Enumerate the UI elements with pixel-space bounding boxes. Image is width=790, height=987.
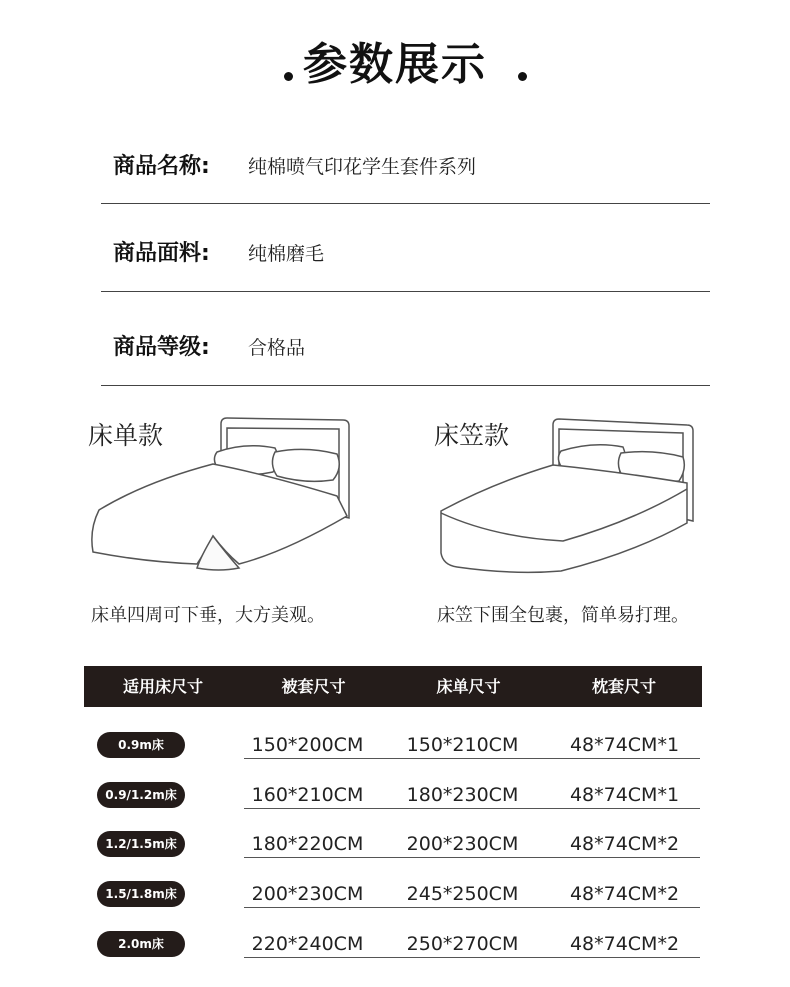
sheet-size-cell: 250*270CM [406,933,519,955]
spec-value-fabric: 纯棉磨毛 [248,243,325,265]
spec-label-name: 商品名称: [113,154,210,179]
page-title: 参数展示 [303,39,487,90]
size-table-header [84,666,702,707]
duvet-size-cell: 200*230CM [251,883,364,905]
duvet-size-cell: 220*240CM [251,933,364,955]
pillow-size-cell: 48*74CM*2 [569,933,680,955]
flat-sheet-caption: 床单四周可下垂，大方美观。 [91,605,325,626]
pillow-size-cell: 48*74CM*2 [569,833,680,855]
fitted-sheet-title: 床笠款 [434,421,510,450]
header-pillow-size: 枕套尺寸 [591,677,656,696]
spec-label-grade: 商品等级: [113,335,210,360]
spec-label-fabric: 商品面料: [113,241,210,266]
bed-size-badge: 0.9/1.2m床 [97,782,185,808]
row-divider [244,808,700,809]
pillow-size-cell: 48*74CM*2 [569,883,680,905]
sheet-size-cell: 200*230CM [406,833,519,855]
header-bed-size: 适用床尺寸 [122,677,203,696]
flat-sheet-title: 床单款 [88,421,164,450]
sheet-size-cell: 150*210CM [406,734,519,756]
pillow-size-cell: 48*74CM*1 [569,734,680,756]
sheet-size-cell: 245*250CM [406,883,519,905]
bed-size-badge: 1.5/1.8m床 [97,881,185,907]
row-divider [244,957,700,958]
fitted-sheet-caption: 床笠下围全包裹，简单易打理。 [437,605,689,626]
divider [101,385,710,386]
duvet-size-cell: 180*220CM [251,833,364,855]
pillow-size-cell: 48*74CM*1 [569,784,680,806]
bed-size-badge: 1.2/1.5m床 [97,831,185,857]
row-divider [244,857,700,858]
bed-size-badge: 0.9m床 [97,732,185,758]
title-dot-right [518,72,527,81]
duvet-size-cell: 150*200CM [251,734,364,756]
flat-sheet-bed-illustration [85,412,365,582]
divider [101,203,710,204]
duvet-size-cell: 160*210CM [251,784,364,806]
sheet-size-cell: 180*230CM [406,784,519,806]
header-duvet-size: 被套尺寸 [281,677,346,696]
bed-size-badge: 2.0m床 [97,931,185,957]
divider [101,291,710,292]
fitted-sheet-bed-illustration [433,413,698,578]
row-divider [244,907,700,908]
header-sheet-size: 床单尺寸 [436,677,501,696]
spec-value-grade: 合格品 [248,337,306,359]
spec-value-name: 纯棉喷气印花学生套件系列 [248,156,477,178]
row-divider [244,758,700,759]
